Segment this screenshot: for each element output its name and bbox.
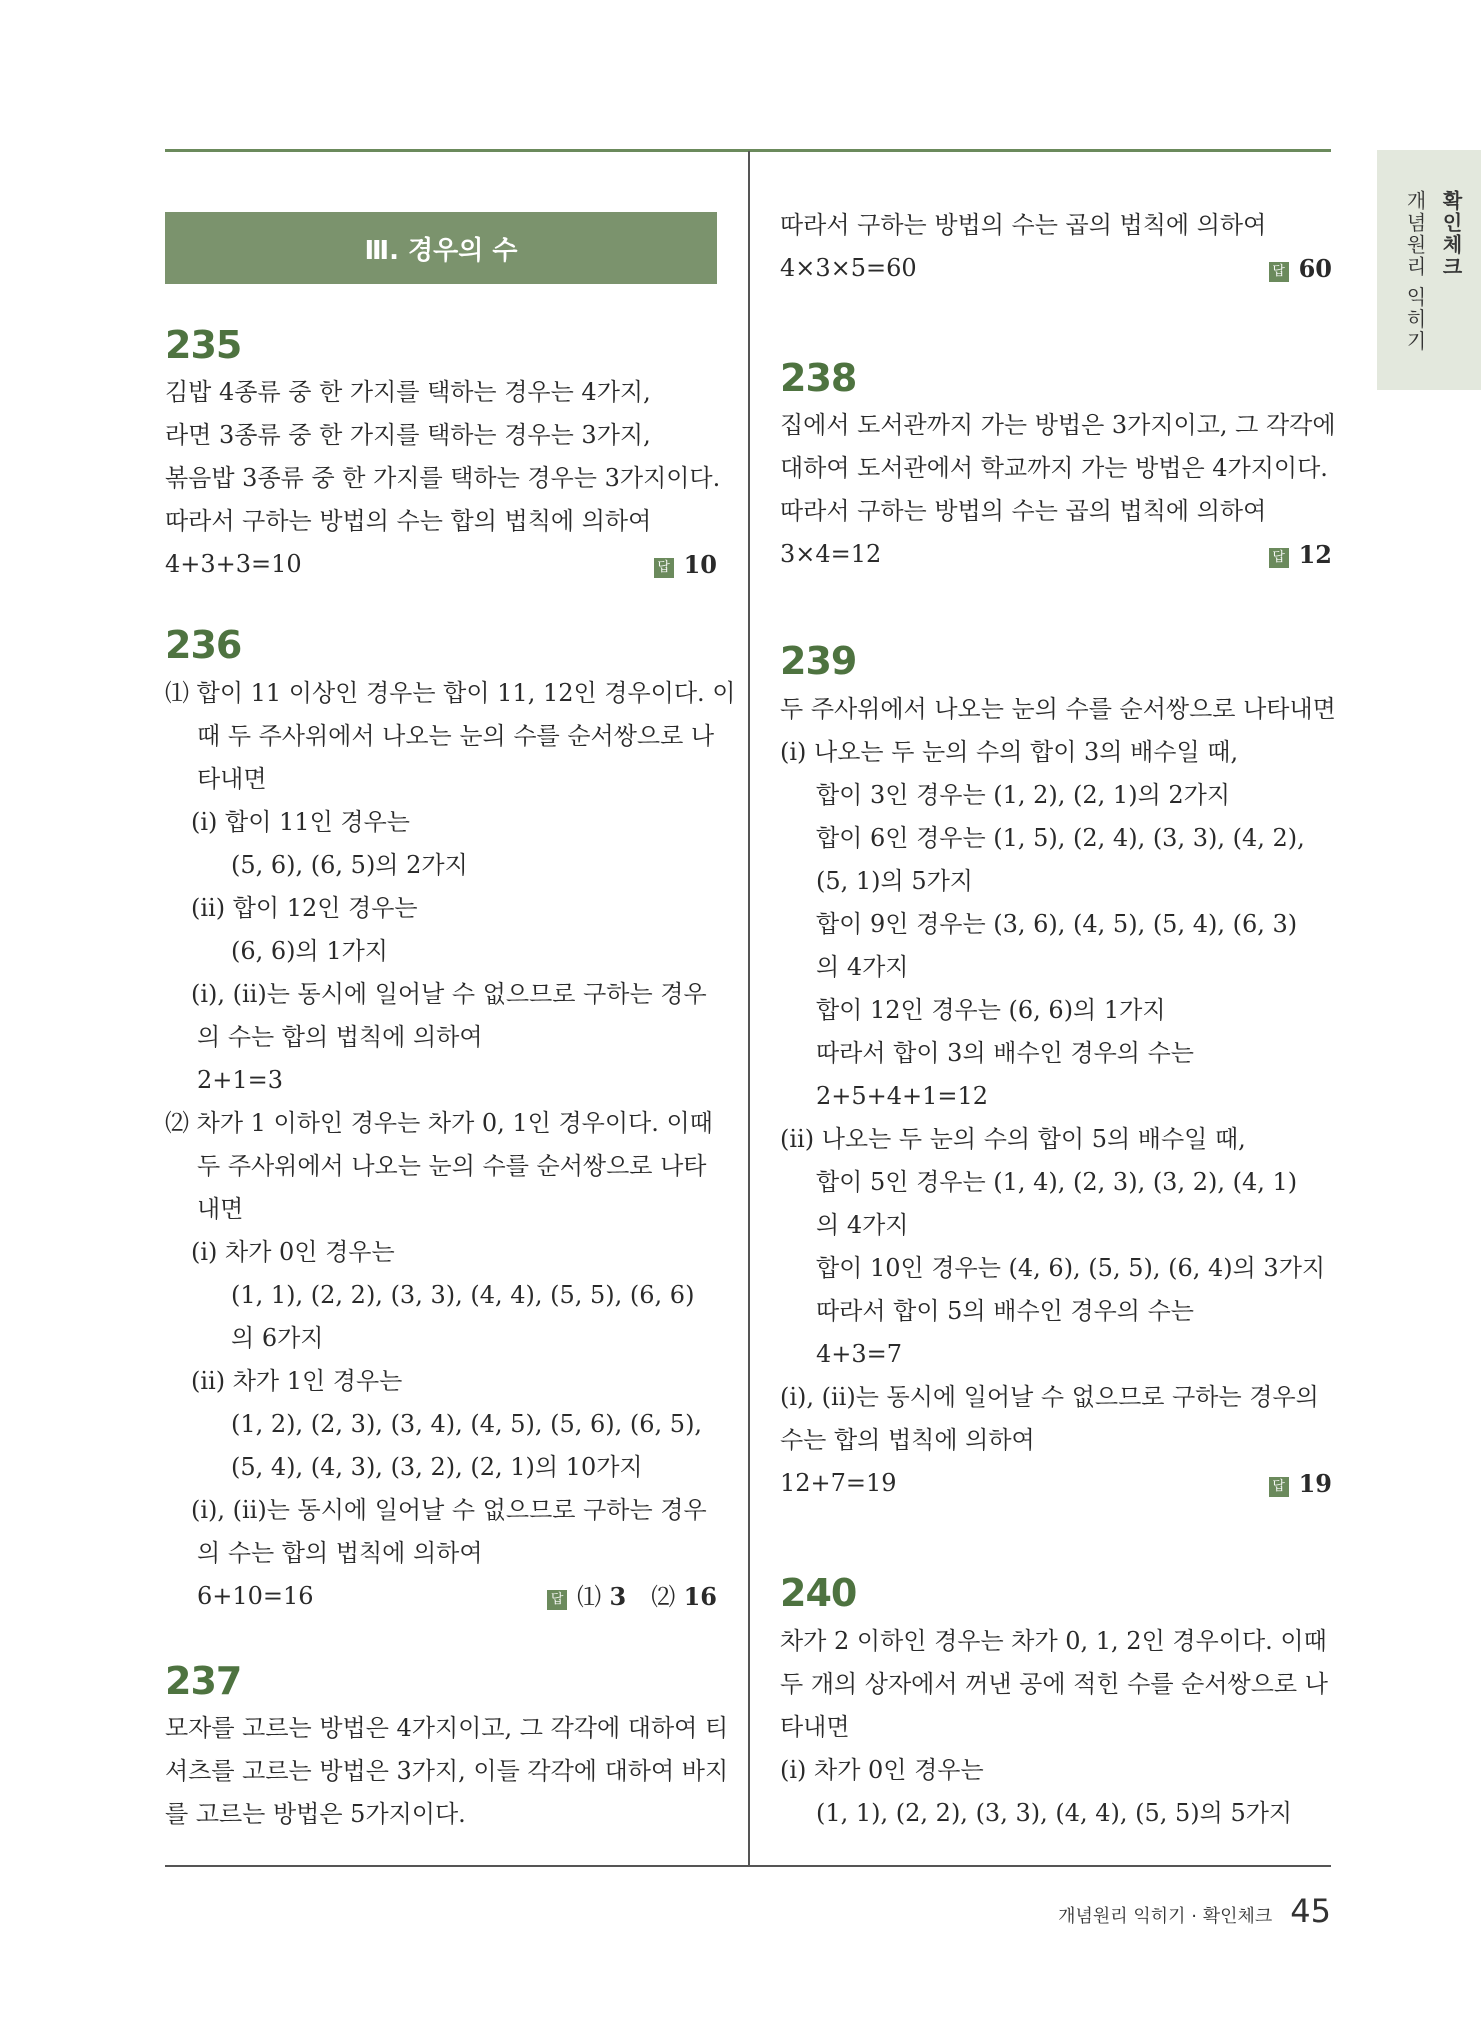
answer-mark-icon: 답 xyxy=(654,558,674,578)
p239-line: 따라서 합이 3의 배수인 경우의 수는 xyxy=(816,1039,1194,1067)
p236-line: 두 주사위에서 나오는 눈의 수를 순서쌍으로 나타 xyxy=(197,1152,707,1180)
p236-line: (ⅰ) 합이 11인 경우는 xyxy=(191,808,410,836)
p239-line: 합이 3인 경우는 (1, 2), (2, 1)의 2가지 xyxy=(816,781,1231,809)
p237-line: 모자를 고르는 방법은 4가지이고, 그 각각에 대하여 티 xyxy=(165,1714,729,1742)
p238-line: 따라서 구하는 방법의 수는 곱의 법칙에 의하여 xyxy=(780,497,1267,525)
page-footer xyxy=(1058,1892,1331,1930)
p239-line: (ⅰ), (ⅱ)는 동시에 일어날 수 없으므로 구하는 경우의 xyxy=(780,1383,1319,1411)
p236-line: (6, 6)의 1가지 xyxy=(231,937,388,965)
p236-line: (ⅱ) 차가 1인 경우는 xyxy=(191,1367,403,1395)
p239-line: 12+7=19 xyxy=(780,1469,897,1497)
p236-line: 의 수는 합의 법칙에 의하여 xyxy=(197,1023,483,1051)
p239-line: 합이 9인 경우는 (3, 6), (4, 5), (5, 4), (6, 3) xyxy=(816,910,1298,938)
answer-label: ⑴ xyxy=(577,1583,602,1611)
p237-line: 4×3×5=60 xyxy=(780,254,917,282)
problem-number-236: 236 xyxy=(165,623,242,667)
p239-line: 의 4가지 xyxy=(816,1211,909,1239)
p236-line: (ⅰ), (ⅱ)는 동시에 일어날 수 없으므로 구하는 경우 xyxy=(191,980,707,1008)
p240-line: 차가 2 이하인 경우는 차가 0, 1, 2인 경우이다. 이때 xyxy=(780,1627,1327,1655)
problem-number-240: 240 xyxy=(780,1571,857,1615)
answer-value: 16 xyxy=(683,1582,717,1611)
p236-line: 6+10=16 xyxy=(197,1582,314,1610)
p235-answer xyxy=(654,543,717,586)
answer-mark-icon: 답 xyxy=(547,1590,567,1610)
p236-line: (5, 4), (4, 3), (3, 2), (2, 1)의 10가지 xyxy=(231,1453,643,1481)
problem-number-239: 239 xyxy=(780,639,857,683)
p236-line: (1, 2), (2, 3), (3, 4), (4, 5), (5, 6), (6, 5), xyxy=(231,1410,703,1438)
p240-line: (ⅰ) 차가 0인 경우는 xyxy=(780,1756,984,1784)
p237-line: 따라서 구하는 방법의 수는 곱의 법칙에 의하여 xyxy=(780,211,1267,239)
column-divider xyxy=(748,151,750,1866)
problem-number-237: 237 xyxy=(165,1659,242,1703)
p236-line: 타내면 xyxy=(197,765,267,793)
side-tab-line1: 확인체크 xyxy=(1439,190,1463,278)
p236-line: 때 두 주사위에서 나오는 눈의 수를 순서쌍으로 나 xyxy=(197,722,715,750)
p237-line: 를 고르는 방법은 5가지이다. xyxy=(165,1800,466,1828)
p236-line: (1, 1), (2, 2), (3, 3), (4, 4), (5, 5), (6, 6) xyxy=(231,1281,695,1309)
p240-line: 타내면 xyxy=(780,1713,850,1741)
p236-line: 내면 xyxy=(197,1195,244,1223)
p239-line: 두 주사위에서 나오는 눈의 수를 순서쌍으로 나타내면 xyxy=(780,695,1336,723)
answer-value: 12 xyxy=(1298,540,1332,569)
answer-mark-icon: 답 xyxy=(1269,548,1289,568)
p236-line: ⑴ 합이 11 이상인 경우는 합이 11, 12인 경우이다. 이 xyxy=(165,679,736,707)
p235-line: 따라서 구하는 방법의 수는 합의 법칙에 의하여 xyxy=(165,507,652,535)
answer-value: 60 xyxy=(1298,254,1332,283)
p235-line: 볶음밥 3종류 중 한 가지를 택하는 경우는 3가지이다. xyxy=(165,464,721,492)
section-banner: Ⅲ. 경우의 수 xyxy=(165,212,717,284)
p236-line: (5, 6), (6, 5)의 2가지 xyxy=(231,851,468,879)
answer-value: 10 xyxy=(683,550,717,579)
p239-line: 합이 6인 경우는 (1, 5), (2, 4), (3, 3), (4, 2), xyxy=(816,824,1305,852)
p236-line: ⑵ 차가 1 이하인 경우는 차가 0, 1인 경우이다. 이때 xyxy=(165,1109,713,1137)
p239-answer xyxy=(1269,1462,1332,1505)
p239-line: 합이 12인 경우는 (6, 6)의 1가지 xyxy=(816,996,1166,1024)
bottom-rule xyxy=(165,1865,1331,1867)
p235-line: 4+3+3=10 xyxy=(165,550,302,578)
p240-line: 두 개의 상자에서 꺼낸 공에 적힌 수를 순서쌍으로 나 xyxy=(780,1670,1328,1698)
footer-text: 개념원리 익히기 · 확인체크 xyxy=(1058,1906,1273,1927)
p236-line: 의 6가지 xyxy=(231,1324,324,1352)
p239-line: 2+5+4+1=12 xyxy=(816,1082,989,1110)
problem-number-235: 235 xyxy=(165,323,242,367)
answer-value: 19 xyxy=(1298,1469,1332,1498)
p239-line: 합이 5인 경우는 (1, 4), (2, 3), (3, 2), (4, 1) xyxy=(816,1168,1298,1196)
p239-line: 합이 10인 경우는 (4, 6), (5, 5), (6, 4)의 3가지 xyxy=(816,1254,1326,1282)
answer-mark-icon: 답 xyxy=(1269,1477,1289,1497)
side-tab xyxy=(1377,150,1481,390)
p235-line: 라면 3종류 중 한 가지를 택하는 경우는 3가지, xyxy=(165,421,651,449)
p238-answer xyxy=(1269,533,1332,576)
p236-line: 의 수는 합의 법칙에 의하여 xyxy=(197,1539,483,1567)
answer-mark-icon: 답 xyxy=(1269,262,1289,282)
p237-line: 셔츠를 고르는 방법은 3가지, 이들 각각에 대하여 바지 xyxy=(165,1757,729,1785)
answer-value: 3 xyxy=(609,1582,627,1611)
p236-line: 2+1=3 xyxy=(197,1066,284,1094)
p239-line: (ⅰ) 나오는 두 눈의 수의 합이 3의 배수일 때, xyxy=(780,738,1239,766)
p239-line: 4+3=7 xyxy=(816,1340,903,1368)
p236-answer xyxy=(547,1575,717,1619)
p236-line: (ⅰ), (ⅱ)는 동시에 일어날 수 없으므로 구하는 경우 xyxy=(191,1496,707,1524)
p239-line: 수는 합의 법칙에 의하여 xyxy=(780,1426,1035,1454)
answer-label: ⑵ xyxy=(651,1583,676,1611)
p238-line: 3×4=12 xyxy=(780,540,882,568)
p236-line: (ⅰ) 차가 0인 경우는 xyxy=(191,1238,395,1266)
p238-line: 집에서 도서관까지 가는 방법은 3가지이고, 그 각각에 xyxy=(780,411,1336,439)
side-tab-line2: 개념원리 익히기 xyxy=(1403,190,1427,353)
p236-line: (ⅱ) 합이 12인 경우는 xyxy=(191,894,418,922)
p239-line: 따라서 합이 5의 배수인 경우의 수는 xyxy=(816,1297,1194,1325)
p240-line: (1, 1), (2, 2), (3, 3), (4, 4), (5, 5)의 5가지 xyxy=(816,1799,1293,1827)
p239-line: (ⅱ) 나오는 두 눈의 수의 합이 5의 배수일 때, xyxy=(780,1125,1246,1153)
page-number: 45 xyxy=(1290,1892,1331,1930)
p239-line: 의 4가지 xyxy=(816,953,909,981)
p235-line: 김밥 4종류 중 한 가지를 택하는 경우는 4가지, xyxy=(165,378,651,406)
p237-answer xyxy=(1269,247,1332,290)
p238-line: 대하여 도서관에서 학교까지 가는 방법은 4가지이다. xyxy=(780,454,1328,482)
problem-number-238: 238 xyxy=(780,356,857,400)
p239-line: (5, 1)의 5가지 xyxy=(816,867,973,895)
